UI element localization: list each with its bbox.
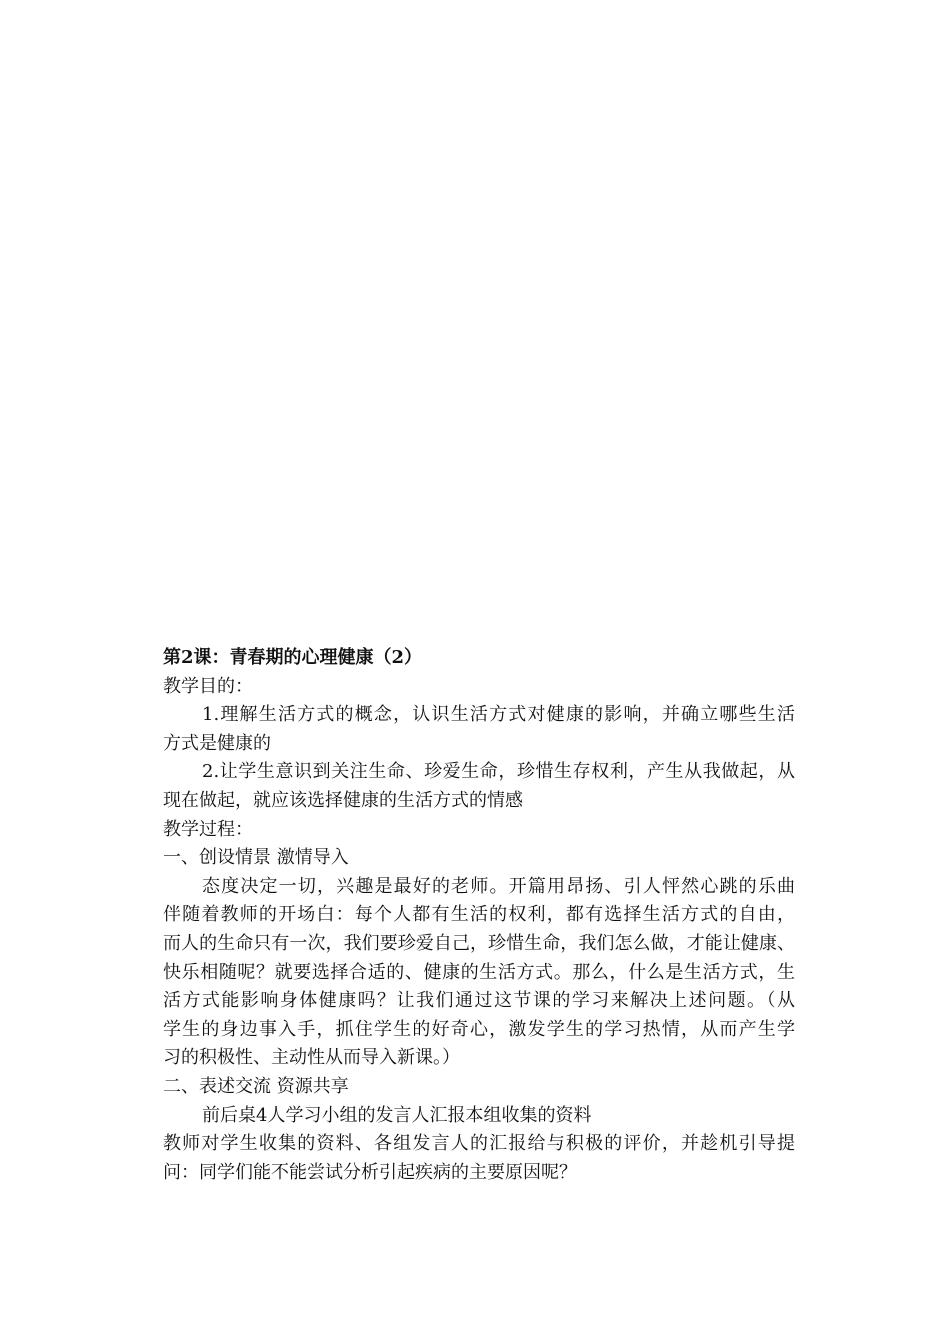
objectives-heading: 教学目的： bbox=[163, 675, 253, 697]
process-heading: 教学过程： bbox=[163, 818, 253, 840]
section-2-first-line: 前后桌4人学习小组的发言人汇报本组收集的资料 bbox=[202, 1104, 592, 1126]
section-1-paragraph-line: 活方式能影响身体健康吗？让我们通过这节课的学习来解决上述问题。（从 bbox=[163, 990, 795, 1012]
section-1-heading: 一、创设情景 激情导入 bbox=[163, 847, 349, 869]
section-1-paragraph-line: 快乐相随呢？就要选择合适的、健康的生活方式。那么，什么是生活方式，生 bbox=[163, 961, 795, 983]
section-1-paragraph-line: 学生的身边事入手，抓住学生的好奇心，激发学生的学习热情，从而产生学 bbox=[163, 1018, 795, 1040]
objective-1-line-1: 1.理解生活方式的概念，认识生活方式对健康的影响，并确立哪些生活 bbox=[202, 704, 795, 726]
objective-1-line-2: 方式是健康的 bbox=[163, 732, 271, 754]
section-2-heading: 二、表述交流 资源共享 bbox=[163, 1075, 349, 1097]
section-1-paragraph-line: 习的积极性、主动性从而导入新课。） bbox=[163, 1047, 460, 1069]
section-2-paragraph-line: 问：同学们能不能尝试分析引起疾病的主要原因呢？ bbox=[163, 1161, 577, 1183]
section-1-paragraph-line: 态度决定一切，兴趣是最好的老师。开篇用昂扬、引人怦然心跳的乐曲 bbox=[202, 875, 795, 897]
objective-2-line-1: 2.让学生意识到关注生命、珍爱生命，珍惜生存权利，产生从我做起，从 bbox=[202, 761, 795, 783]
objective-2-line-2: 现在做起，就应该选择健康的生活方式的情感 bbox=[163, 789, 523, 811]
document-body bbox=[163, 644, 795, 1187]
section-2-paragraph-line: 教师对学生收集的资料、各组发言人的汇报给与积极的评价，并趁机引导提 bbox=[163, 1133, 795, 1155]
section-1-paragraph-line: 伴随着教师的开场白：每个人都有生活的权利，都有选择生活方式的自由， bbox=[163, 904, 795, 926]
lesson-title: 第2课：青春期的心理健康（2） bbox=[163, 647, 423, 668]
section-1-paragraph-line: 而人的生命只有一次，我们要珍爱自己，珍惜生命，我们怎么做，才能让健康、 bbox=[163, 932, 795, 954]
